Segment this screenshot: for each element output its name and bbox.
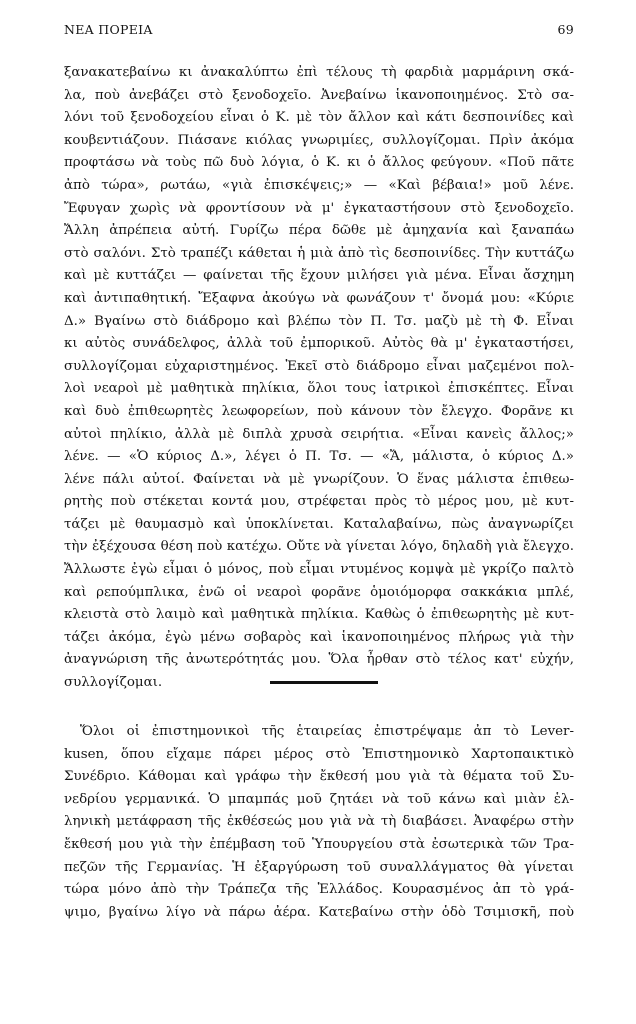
text-section-2 (64, 721, 574, 924)
text-line: λοὶ νεαροὶ μὲ μαθητικὰ πηλίκια, ὅλοι τους ἰατρικοὶ ἐπισκέπτες. Εἶναι (64, 381, 574, 397)
text-line: λα, ποὺ ἀνεβάζει στὸ ξενοδοχεῖο. Ἀνεβαίνω ἱκανοποιημένος. Στὸ σα- (64, 87, 574, 103)
text-line: ρητὴς ποὺ στέκεται κοντά μου, στρέφεται πρὸς τὸ μέρος μου, μὲ κυτ- (64, 494, 574, 510)
running-title: ΝΕΑ ΠΟΡΕΙΑ (64, 22, 153, 37)
section-divider (270, 681, 378, 684)
text-section-1 (64, 62, 574, 695)
text-line: καὶ μὲ κυττάζει — φαίνεται τῆς ἔχουν μιλήσει γιὰ μένα. Εἶναι ἄσχημη (64, 268, 574, 284)
text-line: κουβεντιάζουν. Πιάσανε κιόλας γνωριμίες, συλλογίζομαι. Πρὶν ἀκόμα (64, 132, 574, 148)
text-line: τὴν ἐξέχουσα θέση ποὺ κατέχω. Οὔτε νὰ γίνεται λόγο, δηλαδὴ γιὰ ἔλεγχο. (64, 539, 574, 555)
text-line: ἀπὸ τώρα», ρωτάω, «γιὰ ἐπισκέψεις;» — «Καὶ βέβαια!» μοῦ λένε. (64, 177, 574, 193)
text-line: καὶ ἀντιπαθητική. Ἔξαφνα ἀκούγω νὰ φωνάζουν τ' ὄνομά μου: «Κύριε (64, 290, 574, 306)
text-line: στὸ σαλόνι. Στὸ τραπέζι κάθεται ἡ μιὰ ἀπὸ τὶς δεσποινίδες. Τὴν κυττάζω (64, 245, 574, 261)
text-line: Ἔφυγαν χωρὶς νὰ φροντίσουν νὰ μ' ἐγκαταστήσουν στὸ ξενοδοχεῖο. (64, 200, 574, 216)
text-line: λόνι τοῦ ξενοδοχείου εἶναι ὁ Κ. μὲ τὸν ἄλλον καὶ κάτι δεσποινίδες καὶ (64, 110, 574, 126)
text-line: λένε. — «Ὁ κύριος Δ.», λέγει ὁ Π. Τσ. — «Ἄ, μάλιστα, ὁ κύριος Δ.» (64, 449, 574, 465)
text-line: Συνέδριο. Κάθομαι καὶ γράφω τὴν ἔκθεσή μου γιὰ τὰ θέματα τοῦ Συ- (64, 769, 574, 785)
text-line: Δ.» Βγαίνω στὸ διάδρομο καὶ βλέπω τὸν Π. Τσ. μαζὺ μὲ τὴ Φ. Εἶναι (64, 313, 574, 329)
text-line: τάζει ἀκόμα, ἐγὼ μένω σοβαρὸς καὶ ἱκανοποιημένος πλήρως γιὰ τὴν (64, 629, 574, 645)
text-line: τάζει μὲ θαυμασμὸ καὶ ὑποκλίνεται. Καταλαβαίνω, πὼς ἀναγνωρίζει (64, 516, 574, 532)
text-line: ληνικὴ μετάφραση τῆς ἐκθέσεώς μου γιὰ νὰ τὴ διαβάσει. Ἀναφέρω στὴν (64, 814, 574, 830)
text-line: ἀναγνώριση τῆς ἀνωτερότητάς μου. Ὅλα ἦρθαν στὸ τέλος κατ' εὐχήν, (64, 652, 574, 668)
text-line: Ὅλοι οἱ ἐπιστημονικοὶ τῆς ἑταιρείας ἐπιστρέψαμε ἀπ τὸ Lever- (80, 724, 574, 739)
book-page (64, 0, 574, 1024)
text-line: ἔκθεσή μου γιὰ τὴν ἐπέμβαση τοῦ Ὑπουργείου στὰ ἐσωτερικὰ τῶν Τρα- (64, 836, 574, 852)
text-line: Ἄλλη ἀπρέπεια αὐτή. Γυρίζω πέρα δῶθε μὲ ἀμηχανία καὶ ξαναπάω (64, 223, 574, 239)
text-line: νεδρίου γερμανικά. Ὁ μπαμπάς μοῦ ζητάει νὰ τοῦ κάνω καὶ μιὰν ἑλ- (64, 791, 574, 807)
text-line: προφτάσω νὰ τοὺς πῶ δυὸ λόγια, ὁ Κ. κι ὁ ἄλλος φεύγουν. «Ποῦ πᾶτε (64, 155, 574, 171)
text-line: κλειστὰ στὸ λαιμὸ καὶ μαθητικὰ πηλίκια. Καθὼς ὁ ἐπιθεωρητὴς μὲ κυτ- (64, 607, 574, 623)
text-line: kusen, ὅπου εἴχαμε πάρει μέρος στὸ Ἐπιστημονικὸ Χαρτοπαικτικὸ (64, 746, 574, 762)
page-number: 69 (557, 22, 574, 37)
text-line: συλλογίζομαι. (64, 675, 163, 691)
text-line: ξανακατεβαίνω κι ἀνακαλύπτω ἐπὶ τέλους τὴ φαρδιὰ μαρμάρινη σκά- (64, 65, 574, 80)
text-line: συλλογίζομαι εὐχαριστημένος. Ἐκεῖ στὸ διάδρομο εἶναι μαζεμένοι πολ- (64, 358, 574, 374)
text-line: καὶ δυὸ ἐπιθεωρητὲς λεωφορείων, ποὺ κάνουν τὸν ἔλεγχο. Φορᾶνε κι (64, 403, 574, 419)
text-line: ψιμο, βγαίνω λίγο νὰ πάρω ἀέρα. Κατεβαίνω στὴν ὁδὸ Τσιμισκῆ, ποὺ (64, 904, 574, 920)
text-line: αὐτοὶ πηλίκιο, ἀλλὰ μὲ διπλὰ χρυσὰ σειρήτια. «Εἶναι κανεὶς ἄλλος;» (64, 426, 574, 442)
text-line: Ἄλλωστε ἐγὼ εἶμαι ὁ μόνος, ποὺ εἶμαι ντυμένος κομψὰ μὲ γκρίζο παλτὸ (64, 562, 574, 578)
running-head (64, 22, 574, 40)
text-line: λένε πάλι αὐτοί. Φαίνεται νὰ μὲ γνωρίζουν. Ὁ ἕνας μάλιστα ἐπιθεω- (64, 471, 574, 487)
text-line: τώρα μόνο ἀπὸ τὴν Τράπεζα τῆς Ἑλλάδος. Κουρασμένος ἀπ τὸ γρά- (64, 882, 574, 898)
text-line: πεζῶν τῆς Γερμανίας. Ἡ ἐξαργύρωση τοῦ συναλλάγματος θὰ γίνεται (64, 859, 574, 875)
text-line: καὶ ρεπούμπλικα, ἐνῶ οἱ νεαροὶ φορᾶνε ὁμοιόμορφα σακκάκια μπλέ, (64, 584, 574, 600)
text-line: κι αὐτὸς συνάδελφος, ἀλλὰ τοῦ ἐμπορικοῦ. Αὐτὸς θὰ μ' ἐγκαταστήσει, (64, 336, 574, 352)
